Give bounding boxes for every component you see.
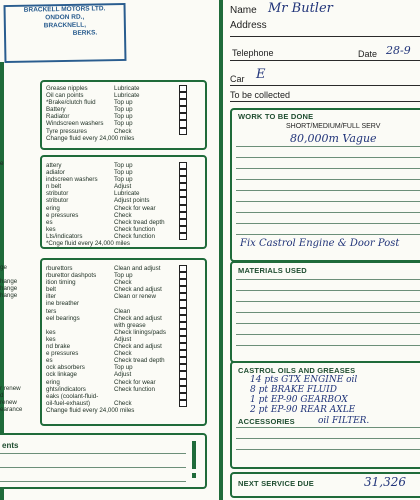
checklist-row: [46, 393, 174, 400]
checklist-item-action: Check and adjust: [114, 286, 162, 294]
date-value: 28-9: [386, 44, 411, 57]
left-fragment: hange: [0, 292, 18, 300]
section-1-tasks: [46, 85, 174, 142]
checklist-item-label: attery: [46, 162, 62, 169]
checklist-item-action: Check for wear: [114, 204, 156, 212]
checkbox[interactable]: [179, 371, 187, 378]
checklist-item-action: Adjust: [114, 371, 132, 379]
ruled-line: [236, 157, 420, 158]
castrol-oils-box: [230, 361, 420, 469]
ruled-line: [236, 323, 420, 324]
checklist-row: [46, 85, 174, 92]
telephone-line: [230, 60, 420, 61]
checklist-row: [46, 176, 174, 183]
section-note: Change fluid every 24,000 miles: [46, 406, 135, 414]
section-note: Change fluid every 24,000 miles: [46, 134, 135, 142]
checkbox[interactable]: [179, 226, 187, 233]
checklist-item-label: Radiator: [46, 113, 70, 121]
ruled-line: [236, 334, 420, 335]
checklist-row: [46, 364, 174, 371]
next-service-box: [230, 472, 420, 498]
checklist-item-action: Top up: [114, 113, 133, 121]
checkbox[interactable]: [179, 272, 187, 279]
checkbox[interactable]: [179, 279, 187, 286]
checklist-item-action: Check and adjust: [114, 314, 162, 322]
left-fragment: [0, 356, 22, 363]
ruled-line: [236, 290, 420, 291]
checkbox[interactable]: [179, 120, 187, 127]
checklist-item-label: [46, 322, 114, 329]
work-line-2: Fix Castrol Engine & Door Post: [240, 238, 400, 249]
checklist-item-action: Clean or renew: [114, 293, 156, 301]
checklist-item-label: *Brake/clutch fluid: [46, 99, 96, 107]
checklist-row: [46, 308, 174, 315]
name-label: Name: [230, 5, 257, 16]
checkbox[interactable]: [179, 329, 187, 336]
date-label: Date: [358, 49, 378, 59]
checkbox[interactable]: [179, 364, 187, 371]
checklist-item-action: Adjust: [114, 183, 132, 191]
checklist-row: [46, 293, 174, 300]
left-fragment: earance: [0, 405, 23, 413]
collected-line: [230, 101, 420, 102]
checkbox[interactable]: [179, 212, 187, 219]
materials-title: MATERIALS USED: [238, 266, 307, 275]
ruled-line: [236, 201, 420, 202]
checklist-row: [46, 226, 174, 233]
checklist-item-label: Oil can points: [46, 92, 84, 100]
checkbox[interactable]: [179, 106, 187, 113]
checklist-row: [46, 120, 174, 127]
checklist-item-action: Top up: [114, 176, 133, 184]
checkbox[interactable]: [179, 322, 187, 329]
oils-lines: [250, 375, 357, 415]
checklist-item-action: Top up: [114, 162, 133, 169]
ruled-line: [236, 438, 420, 439]
left-fragment: ge: [0, 264, 7, 271]
left-fragment: [0, 321, 22, 328]
exclamation-dot: [192, 473, 196, 478]
checklist-section-1: [40, 80, 207, 150]
checkbox[interactable]: [179, 190, 187, 197]
comments-label: ents: [2, 441, 19, 450]
address-line: [230, 36, 420, 37]
checkbox[interactable]: [179, 315, 187, 322]
oil-line-3: 1 pt EP-90 GEARBOX: [250, 395, 348, 405]
checklist-item-action: [114, 393, 174, 400]
ruled-line: [236, 312, 420, 313]
ruled-line: [236, 279, 420, 280]
checkbox[interactable]: [179, 265, 187, 272]
comments-line: [0, 467, 186, 468]
car-label: Car: [230, 74, 245, 84]
checkbox[interactable]: [179, 393, 187, 400]
checklist-item-label: es: [46, 357, 53, 365]
checklist-item-action: Check and adjust: [114, 343, 162, 351]
checklist-item-action: Check tread depth: [114, 218, 165, 226]
checklist-item-label: Windscreen washers: [46, 120, 104, 128]
checklist-row: [46, 279, 174, 286]
checklist-item-label: kes: [46, 335, 56, 343]
ruled-line: [236, 449, 420, 450]
checklist-item-label: belt: [46, 286, 56, 294]
section-3-checkboxes: [179, 265, 188, 407]
oil-line-2: 8 pt BRAKE FLUID: [250, 385, 337, 395]
left-fragment: r renew: [0, 384, 21, 392]
checklist-item-action: Check: [114, 211, 132, 219]
ruled-line: [236, 301, 420, 302]
checkbox[interactable]: [179, 128, 187, 135]
checklist-item-label: Tyre pressures: [46, 127, 87, 135]
section-3-fragments: [0, 264, 22, 413]
checkbox[interactable]: [179, 92, 187, 99]
checkbox[interactable]: [179, 233, 187, 240]
checklist-item-action: Lubricate: [114, 92, 140, 100]
exclamation-mark: [192, 441, 196, 469]
checklist-item-label: ters: [46, 307, 57, 315]
checklist-row: [46, 92, 174, 99]
checkbox[interactable]: [179, 169, 187, 176]
checklist-item-action: Top up: [114, 120, 133, 128]
left-fragment: [0, 314, 22, 321]
checklist-row: [46, 379, 174, 386]
checklist-item-action: [114, 300, 174, 307]
checklist-item-action: Clean: [114, 307, 131, 315]
checklist-item-action: with grease: [114, 321, 146, 329]
section-1-checkboxes: [179, 85, 188, 135]
checkbox[interactable]: [179, 176, 187, 183]
checklist-item-label: indscreen washers: [46, 176, 98, 184]
checklist-item-label: stributor: [46, 197, 69, 205]
checklist-item-action: Top up: [114, 272, 133, 280]
checklist-item-action: Check: [114, 399, 132, 407]
checklist-item-label: ock linkage: [46, 371, 77, 379]
checklist-row: [46, 162, 174, 169]
ruled-line: [236, 190, 420, 191]
checklist-item-label: nd brake: [46, 343, 71, 351]
checklist-item-label: ine breather: [46, 300, 80, 308]
checklist-row: [46, 99, 174, 106]
left-fragment: [0, 307, 22, 314]
car-line: [230, 85, 420, 86]
checkbox[interactable]: [179, 357, 187, 364]
service-options: SHORT/MEDIUM/FULL SERV: [286, 123, 381, 130]
checklist-item-label: ering: [46, 204, 60, 212]
left-fragment: renew: [0, 398, 17, 406]
checklist-row: [46, 205, 174, 212]
checkbox[interactable]: [179, 343, 187, 350]
collected-label: To be collected: [230, 90, 291, 100]
checklist-item-action: Lubricate: [114, 190, 140, 198]
checklist-row: [46, 322, 174, 329]
section-note: *Cnge fluid every 24,000 miles: [46, 240, 130, 248]
checkbox[interactable]: [179, 205, 187, 212]
left-fragment: [0, 299, 22, 306]
left-fragment: [0, 370, 22, 377]
garage-stamp: [4, 3, 127, 63]
checklist-row: [46, 106, 174, 113]
checklist-row: [46, 169, 174, 176]
stamp-line-1: BRACKELL MOTORS LTD.: [23, 5, 106, 14]
checklist-row: [46, 300, 174, 307]
ruled-line: [236, 179, 420, 180]
checkbox[interactable]: [179, 336, 187, 343]
checklist-item-label: rburettor dashpots: [46, 272, 97, 280]
comments-line: [0, 453, 186, 454]
checklist-item-label: rburettors: [46, 265, 73, 272]
stamp-line-2: ONDON RD.,: [45, 13, 85, 22]
checklist-row: [46, 190, 174, 197]
comments-line: [0, 481, 186, 482]
checklist-item-action: Top up: [114, 106, 133, 114]
checklist-item-label: stributor: [46, 190, 69, 198]
checkbox[interactable]: [179, 85, 187, 92]
left-fragment: [0, 271, 22, 278]
left-fragment: d: [0, 391, 4, 399]
left-fragment: [0, 363, 22, 370]
left-fragment: hange: [0, 285, 18, 293]
checkbox[interactable]: [179, 183, 187, 190]
checkbox[interactable]: [179, 197, 187, 204]
section-2-fragment: e: [0, 160, 4, 167]
ruled-line: [236, 146, 420, 147]
checkbox[interactable]: [179, 162, 187, 169]
checklist-item-action: Top up: [114, 364, 133, 372]
checklist-item-action: Check linings/pads: [114, 328, 166, 336]
checkbox[interactable]: [179, 386, 187, 393]
checkbox[interactable]: [179, 379, 187, 386]
checklist-item-label: Lts/indicators: [46, 232, 83, 240]
oil-line-4: 2 pt EP-90 REAR AXLE: [250, 405, 356, 415]
checklist-row: [46, 197, 174, 204]
checklist-item-label: ock absorbers: [46, 364, 85, 372]
checklist-item-action: Adjust points: [114, 197, 150, 205]
stamp-line-4: BERKS.: [72, 29, 98, 37]
checklist-item-action: Top up: [114, 99, 133, 107]
checklist-item-label: es: [46, 218, 53, 226]
checklist-item-action: Check tread depth: [114, 357, 165, 365]
checklist-row: [46, 315, 174, 322]
checklist-item-action: Adjust: [114, 335, 132, 343]
checklist-section-2: [40, 155, 207, 249]
checklist-row: [46, 357, 174, 364]
checklist-item-label: ering: [46, 378, 60, 386]
car-value: E: [256, 67, 266, 82]
checklist-row: [46, 386, 174, 393]
checklist-item-label: kes: [46, 225, 56, 233]
checklist-row: [46, 272, 174, 279]
stamp-line-3: BRACKNELL,: [43, 21, 87, 30]
ruled-line: [236, 223, 420, 224]
checklist-item-label: n belt: [46, 183, 62, 191]
checklist-row: [46, 212, 174, 219]
ruled-line: [236, 168, 420, 169]
checklist-section-3: [40, 258, 207, 426]
checkbox[interactable]: [179, 113, 187, 120]
checklist-row: [46, 336, 174, 343]
checklist-item-action: Lubricate: [114, 85, 140, 92]
checklist-row: [46, 343, 174, 350]
ruled-line: [236, 345, 420, 346]
next-service-title: NEXT SERVICE DUE: [238, 479, 314, 488]
checkbox[interactable]: [179, 293, 187, 300]
accessories-value: oil FILTER.: [318, 416, 370, 426]
checklist-item-action: Check for wear: [114, 378, 156, 386]
left-fragment: [0, 349, 22, 356]
left-fragment: [0, 342, 22, 349]
checkbox[interactable]: [179, 400, 187, 407]
checklist-item-action: Check function: [114, 225, 155, 233]
checkbox[interactable]: [179, 300, 187, 307]
next-service-value: 31,326: [364, 475, 406, 489]
work-line-1: 80,000m Vague: [290, 132, 377, 145]
left-fragment: [0, 328, 22, 335]
ruled-line: [236, 427, 420, 428]
checklist-item-label: kes: [46, 328, 56, 336]
checklist-item-action: Check: [114, 127, 132, 135]
ruled-line: [236, 212, 420, 213]
checklist-row: [46, 371, 174, 378]
ruled-line: [236, 234, 420, 235]
checklist-row: [46, 233, 174, 240]
checklist-row: [46, 265, 174, 272]
checklist-item-label: Grease nipples: [46, 85, 88, 92]
accessories-title: ACCESSORIES: [238, 417, 295, 426]
oils-title: CASTROL OILS AND GREASES: [238, 366, 356, 375]
left-fragment: [0, 335, 22, 342]
checklist-item-action: Check: [114, 350, 132, 358]
checklist-item-label: Battery: [46, 106, 66, 114]
checkbox[interactable]: [179, 99, 187, 106]
work-to-be-done-box: [230, 108, 420, 262]
checkbox[interactable]: [179, 308, 187, 315]
address-label: Address: [230, 20, 267, 31]
checklist-row: [46, 113, 174, 120]
checkbox[interactable]: [179, 286, 187, 293]
comments-box: [0, 433, 207, 489]
center-fold-rule: [219, 0, 223, 500]
checklist-item-action: Check function: [114, 232, 155, 240]
checklist-row: [46, 128, 174, 135]
checklist-item-action: Top up: [114, 169, 133, 177]
checkbox[interactable]: [179, 350, 187, 357]
checklist-item-label: ition timing: [46, 279, 76, 287]
name-value: Mr Butler: [268, 1, 333, 16]
checklist-item-action: Check: [114, 279, 132, 287]
left-fragment: hange: [0, 278, 18, 286]
checklist-row: [46, 219, 174, 226]
checklist-item-label: eaks (coolant-fluid-: [46, 392, 99, 400]
checklist-item-action: Clean and adjust: [114, 265, 161, 272]
checklist-item-label: oil-fuel-exhaust): [46, 399, 91, 407]
checklist-row: [46, 329, 174, 336]
checklist-item-label: eel bearings: [46, 314, 80, 322]
checklist-item-label: ilter: [46, 293, 56, 301]
telephone-label: Telephone: [232, 48, 274, 58]
checklist-item-action: Check function: [114, 385, 155, 393]
oil-line-1: 14 pts GTX ENGINE oil: [250, 375, 358, 385]
checklist-row: [46, 350, 174, 357]
checklist-item-label: e pressures: [46, 211, 79, 219]
work-title: WORK TO BE DONE: [238, 112, 314, 121]
section-2-checkboxes: [179, 162, 188, 240]
checklist-item-label: e pressures: [46, 350, 79, 358]
section-2-tasks: [46, 162, 174, 247]
checklist-row: [46, 183, 174, 190]
checkbox[interactable]: [179, 219, 187, 226]
checklist-item-label: adiator: [46, 169, 65, 177]
section-3-tasks: [46, 265, 174, 414]
checklist-row: [46, 400, 174, 407]
materials-used-box: [230, 261, 420, 363]
left-fragment: [0, 378, 22, 385]
checklist-item-label: ghts/indicators: [46, 385, 86, 393]
checklist-row: [46, 286, 174, 293]
